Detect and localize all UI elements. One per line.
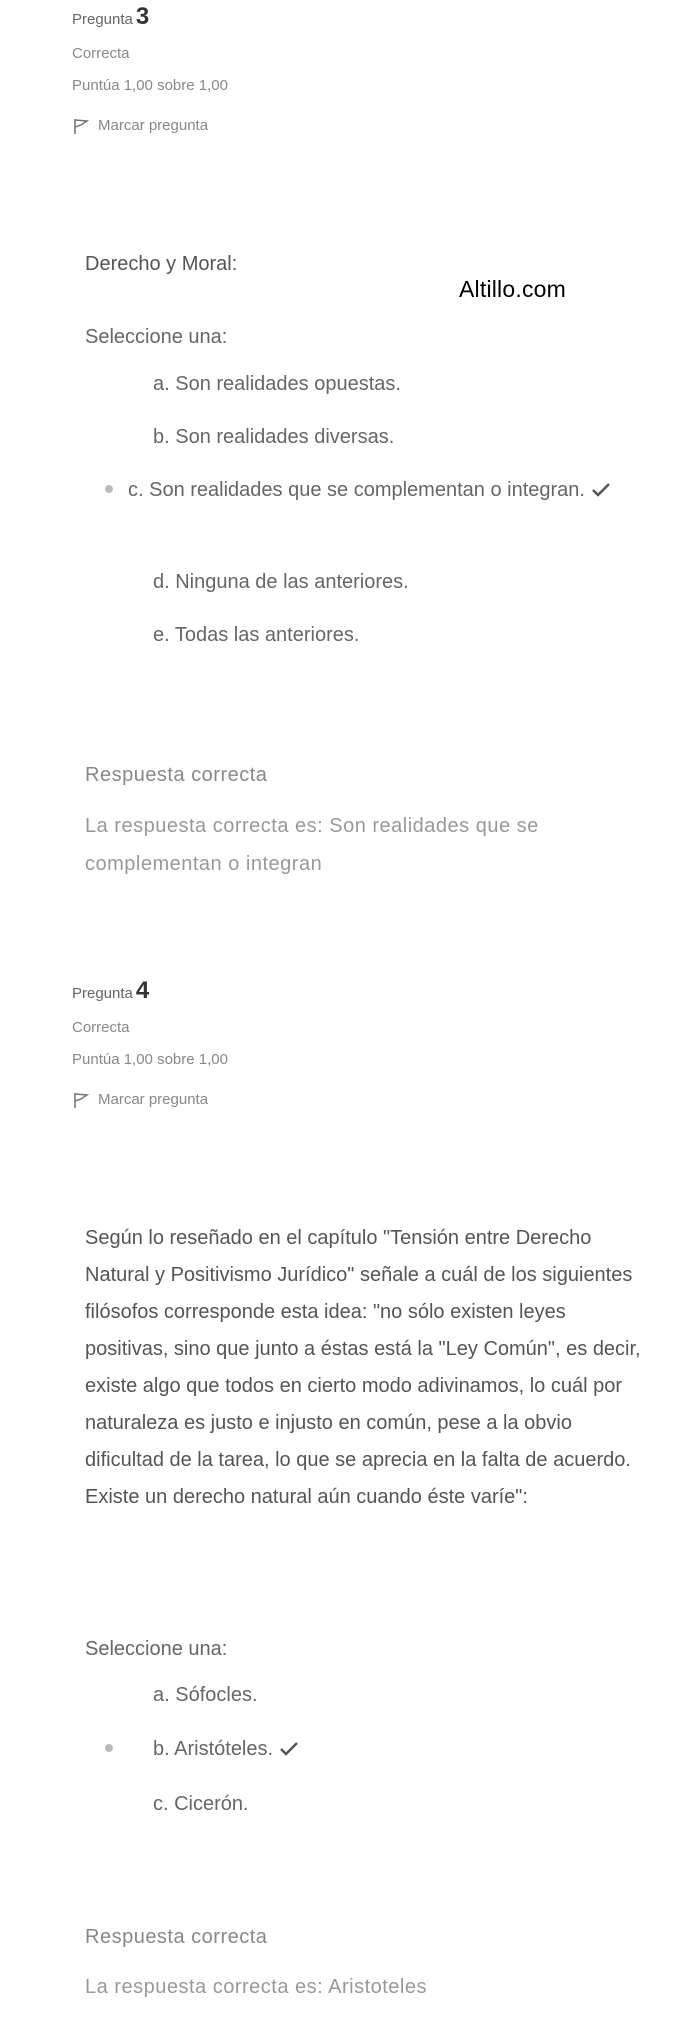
answer-option[interactable]: c. Cicerón.: [153, 1793, 249, 1815]
question-grade: Puntúa 1,00 sobre 1,00: [72, 77, 228, 94]
answer-prompt: Seleccione una:: [85, 1638, 228, 1660]
answer-option[interactable]: d. Ninguna de las anteriores.: [153, 571, 409, 593]
check-icon: [591, 482, 611, 498]
feedback-title: Respuesta correcta: [85, 1926, 268, 1948]
question-info-4: [72, 976, 332, 1110]
answer-option-selected[interactable]: b. Aristóteles.: [130, 1731, 650, 1767]
question-state: Correcta: [72, 1019, 130, 1036]
answer-prompt: Seleccione una:: [85, 326, 228, 348]
answer-option[interactable]: b. Son realidades diversas.: [153, 426, 395, 448]
flag-question-button[interactable]: Marcar pregunta: [72, 1090, 332, 1110]
feedback-text: La respuesta correcta es: Son realidades que se complementan o integran: [85, 815, 539, 875]
answer-option-selected[interactable]: c. Son realidades que se complementan o integran.: [105, 472, 645, 508]
flag-icon: [72, 117, 90, 135]
answer-option[interactable]: a. Son realidades opuestas.: [153, 373, 401, 395]
feedback-title: Respuesta correcta: [85, 764, 268, 786]
question-grade: Puntúa 1,00 sobre 1,00: [72, 1051, 228, 1068]
answer-option[interactable]: a. Sófocles.: [153, 1684, 258, 1706]
feedback-text: La respuesta correcta es: Aristoteles: [85, 1976, 427, 1998]
radio-selected[interactable]: [105, 1744, 113, 1752]
answer-option[interactable]: e. Todas las anteriores.: [153, 624, 360, 646]
question-number: Pregunta 4: [72, 977, 150, 1004]
question-state: Correcta: [72, 45, 130, 62]
question-number: Pregunta 3: [72, 3, 150, 30]
radio-selected[interactable]: [105, 485, 113, 493]
watermark: Altillo.com: [459, 276, 567, 302]
check-icon: [279, 1741, 299, 1757]
question-text: Derecho y Moral:: [85, 253, 238, 275]
question-text: Según lo reseñado en el capítulo "Tensión entre Derecho Natural y Positivismo Jurídico" señale a cuál de los siguientes filósofos corresponde esta idea: "no sólo existen leyes positivas, sino que junto a éstas está la "Ley Común", es decir, existe algo que todos en cierto modo adivinamos, lo cuál por naturaleza es justo e injusto en común, pese a la obvio dificultad de la tarea, lo que se aprecia en la falta de acuerdo. Existe un derecho natural aún cuando éste varíe":: [85, 1227, 641, 1508]
flag-question-button[interactable]: Marcar pregunta: [72, 116, 332, 136]
flag-icon: [72, 1091, 90, 1109]
question-info-3: [72, 2, 332, 136]
